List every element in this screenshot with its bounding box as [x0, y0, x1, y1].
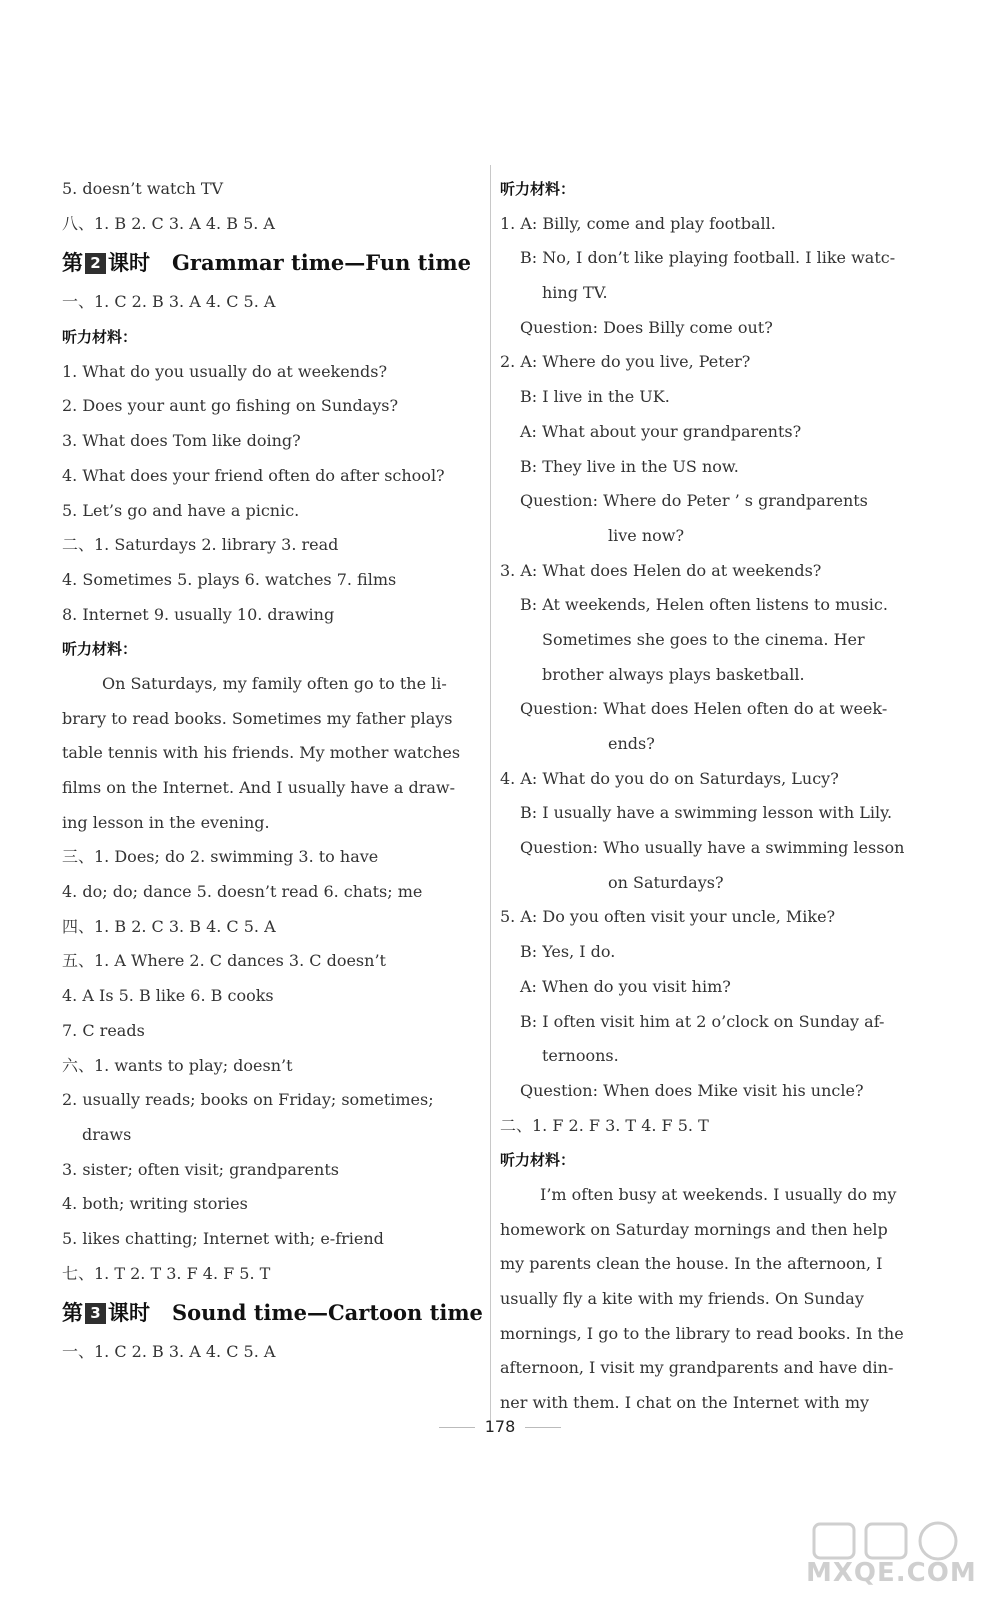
dialogue-line: B: I live in the UK.: [520, 387, 670, 407]
transcript-paragraph-line: ing lesson in the evening.: [62, 812, 270, 832]
answer-line: 七、1. T 2. T 3. F 4. F 5. T: [62, 1263, 271, 1283]
dialogue-line: B: At weekends, Helen often listens to music.: [520, 595, 888, 615]
dialogue-line: hing TV.: [542, 283, 608, 303]
question-line: on Saturdays?: [608, 872, 724, 892]
answer-line: 一、1. C 2. B 3. A 4. C 5. A: [62, 1342, 276, 1362]
answer-line: 一、1. C 2. B 3. A 4. C 5. A: [62, 292, 276, 312]
dialogue-line: 5. A: Do you often visit your uncle, Mike?: [500, 907, 836, 927]
transcript-paragraph-line: homework on Saturday mornings and then help: [500, 1219, 888, 1239]
lesson-heading-2: [62, 241, 480, 285]
transcript-paragraph-line: brary to read books. Sometimes my father plays: [62, 708, 453, 728]
lesson-suffix: 课时: [108, 251, 150, 276]
dialogue-line: Sometimes she goes to the cinema. Her: [542, 629, 865, 649]
transcript-paragraph-line: afternoon, I visit my grandparents and have din-: [500, 1358, 894, 1378]
lesson-number-badge: 2: [85, 253, 106, 274]
transcript-paragraph-line: ner with them. I chat on the Internet with my: [500, 1393, 870, 1413]
watermark-text: MXQE.COM: [806, 1558, 977, 1588]
page-number: [0, 1417, 1000, 1436]
listening-material-heading: 听力材料：: [62, 328, 138, 347]
transcript-paragraph-line: usually fly a kite with my friends. On Sunday: [500, 1289, 864, 1308]
watermark-logo: [806, 1518, 976, 1588]
dialogue-line: B: No, I don’t like playing football. I like watc-: [520, 248, 896, 268]
dialogue-line: brother always plays basketball.: [542, 664, 805, 684]
dialogue-line: 4. A: What do you do on Saturdays, Lucy?: [500, 768, 839, 788]
transcript-line: 3. What does Tom like doing?: [62, 431, 301, 451]
dialogue-line: B: They live in the US now.: [520, 456, 739, 476]
answer-line: 5. doesn’t watch TV: [62, 179, 224, 198]
answer-line: 4. Sometimes 5. plays 6. watches 7. films: [62, 569, 397, 589]
question-line: Question: Does Billy come out?: [520, 317, 773, 337]
answer-line: 二、1. Saturdays 2. library 3. read: [62, 535, 339, 555]
answer-line: 3. sister; often visit; grandparents: [62, 1159, 339, 1179]
left-column: [62, 172, 483, 1370]
answer-line: 4. do; do; dance 5. doesn’t read 6. chats; me: [62, 882, 423, 902]
question-line: Question: Who usually have a swimming lesson: [520, 838, 905, 858]
lesson-prefix: 第: [62, 1301, 83, 1326]
right-column: [500, 172, 916, 1421]
question-line: live now?: [608, 525, 685, 545]
column-divider: [490, 165, 491, 1420]
transcript-paragraph-line: table tennis with his friends. My mother watches: [62, 743, 461, 763]
transcript-paragraph-line: I’m often busy at weekends. I usually do my: [540, 1184, 897, 1204]
lesson-title: Sound time—Cartoon time: [172, 1300, 483, 1326]
lesson-prefix: 第: [62, 251, 83, 276]
answer-line: 五、1. A Where 2. C dances 3. C doesn’t: [62, 951, 386, 971]
dialogue-line: 2. A: Where do you live, Peter?: [500, 352, 751, 372]
transcript-line: 1. What do you usually do at weekends?: [62, 361, 388, 381]
question-line: Question: When does Mike visit his uncle?: [520, 1080, 864, 1100]
answer-line: 三、1. Does; do 2. swimming 3. to have: [62, 847, 379, 867]
answer-line: 八、1. B 2. C 3. A 4. B 5. A: [62, 213, 275, 233]
dialogue-line: B: Yes, I do.: [520, 942, 616, 962]
answer-line: 4. both; writing stories: [62, 1194, 248, 1214]
answer-line: 2. usually reads; books on Friday; sometimes;: [62, 1090, 434, 1110]
lesson-title: Grammar time—Fun time: [172, 250, 471, 276]
transcript-paragraph-line: mornings, I go to the library to read books. In the: [500, 1323, 904, 1343]
transcript-paragraph-line: On Saturdays, my family often go to the li-: [102, 673, 447, 693]
answer-line: 四、1. B 2. C 3. B 4. C 5. A: [62, 916, 276, 936]
dialogue-line: 3. A: What does Helen do at weekends?: [500, 560, 822, 580]
transcript-line: 4. What does your friend often do after school?: [62, 465, 445, 485]
dialogue-line: B: I often visit him at 2 o’clock on Sunday af-: [520, 1011, 885, 1031]
dialogue-line: A: When do you visit him?: [520, 976, 731, 996]
listening-material-heading: 听力材料：: [62, 640, 138, 659]
answer-line: 二、1. F 2. F 3. T 4. F 5. T: [500, 1115, 709, 1135]
transcript-line: 5. Let’s go and have a picnic.: [62, 500, 300, 520]
listening-material-heading: 听力材料：: [500, 1151, 576, 1170]
answer-line: 7. C reads: [62, 1020, 145, 1040]
dialogue-line: B: I usually have a swimming lesson with Lily.: [520, 803, 893, 823]
answer-line: 六、1. wants to play; doesn’t: [62, 1055, 293, 1075]
question-line: Question: Where do Peter ’ s grandparents: [520, 491, 868, 511]
lesson-heading-3: [62, 1291, 483, 1335]
page-number-text: 178: [484, 1417, 516, 1436]
dialogue-line: 1. A: Billy, come and play football.: [500, 213, 776, 233]
transcript-paragraph-line: films on the Internet. And I usually have a draw-: [62, 778, 456, 797]
lesson-number-badge: 3: [85, 1303, 106, 1324]
dialogue-line: ternoons.: [542, 1046, 619, 1066]
dialogue-line: A: What about your grandparents?: [520, 421, 802, 441]
answer-line: 5. likes chatting; Internet with; e-friend: [62, 1228, 384, 1248]
question-line: Question: What does Helen often do at week-: [520, 699, 888, 719]
question-line: ends?: [608, 734, 655, 753]
listening-material-heading: 听力材料：: [500, 180, 576, 198]
transcript-line: 2. Does your aunt go fishing on Sundays?: [62, 396, 399, 416]
page-number-rule-right: [525, 1427, 561, 1428]
answer-line: draws: [82, 1124, 132, 1144]
answer-line: 8. Internet 9. usually 10. drawing: [62, 604, 335, 624]
lesson-suffix: 课时: [108, 1301, 150, 1326]
page-number-rule-left: [439, 1427, 475, 1428]
transcript-paragraph-line: my parents clean the house. In the afternoon, I: [500, 1254, 883, 1274]
answer-line: 4. A Is 5. B like 6. B cooks: [62, 986, 274, 1006]
